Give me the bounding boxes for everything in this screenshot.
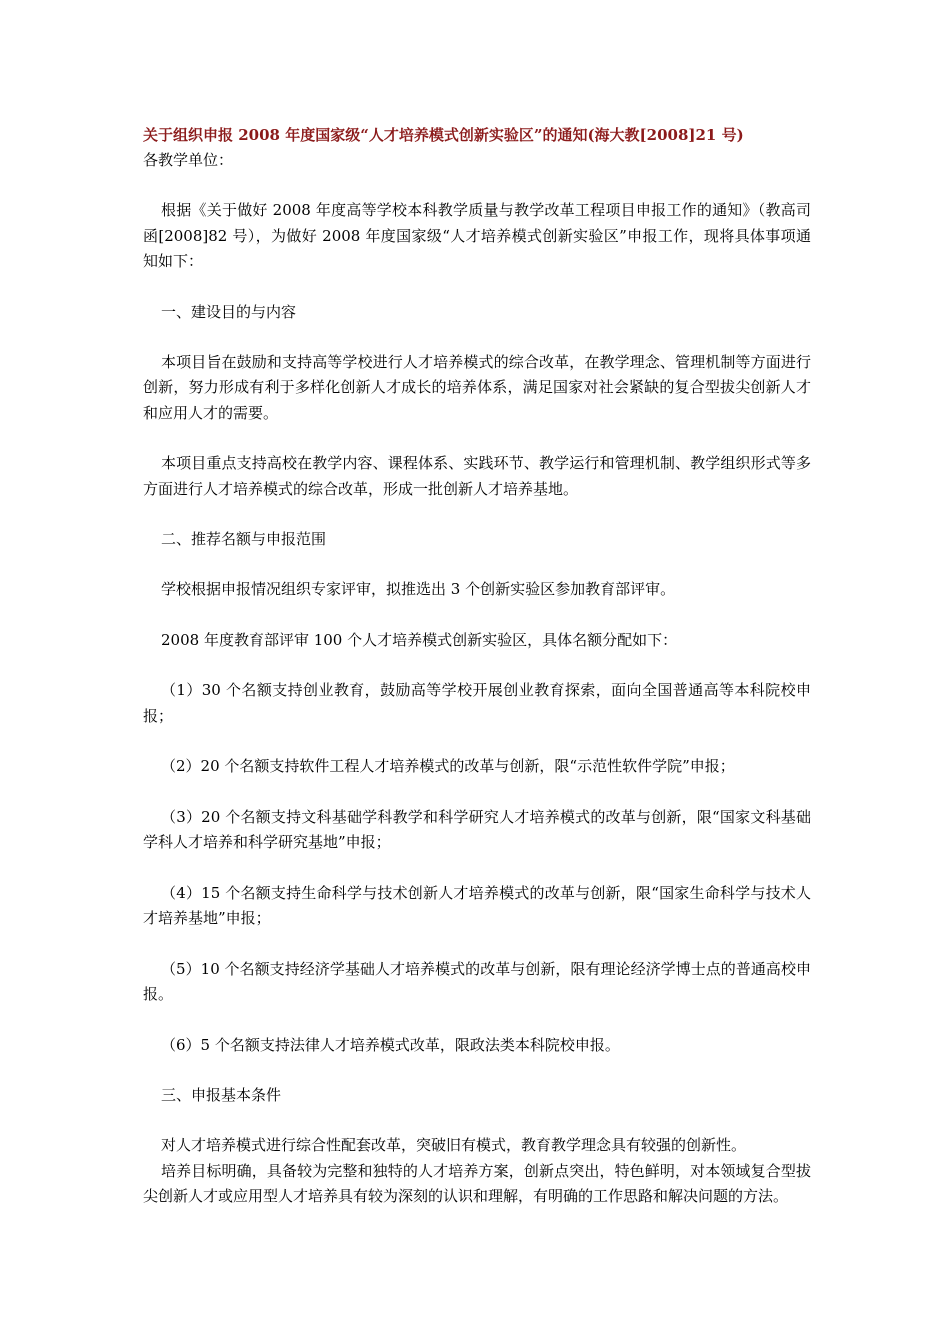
intro-paragraph: 根据《关于做好 2008 年度高等学校本科教学质量与教学改革工程项目申报工作的通知》（教高司函[2008]82 号），为做好 2008 年度国家级“人才培养模式创新实验区”申报工作，现将具体事项通知如下： — [143, 201, 811, 270]
section-heading-2: 二、推荐名额与申报范围 — [161, 530, 327, 548]
section3-paragraph-1: 对人才培养模式进行综合性配套改革，突破旧有模式，教育教学理念具有较强的创新性。 — [161, 1136, 747, 1154]
document-title: 关于组织申报 2008 年度国家级“人才培养模式创新实验区”的通知(海大教[2008]21 号) — [143, 126, 744, 144]
list-item-2: （2）20 个名额支持软件工程人才培养模式的改革与创新，限“示范性软件学院”申报； — [161, 757, 735, 775]
list-item-4: （4）15 个名额支持生命科学与技术创新人才培养模式的改革与创新，限“国家生命科学与技术人才培养基地”申报； — [143, 883, 811, 927]
list-item-5: （5）10 个名额支持经济学基础人才培养模式的改革与创新，限有理论经济学博士点的普通高校申报。 — [143, 959, 811, 1003]
section2-paragraph-1: 学校根据申报情况组织专家评审，拟推选出 3 个创新实验区参加教育部评审。 — [161, 580, 676, 598]
section1-paragraph-2: 本项目重点支持高校在教学内容、课程体系、实践环节、教学运行和管理机制、教学组织形式等多方面进行人才培养模式的综合改革，形成一批创新人才培养基地。 — [143, 454, 811, 498]
list-item-3: （3）20 个名额支持文科基础学科教学和科学研究人才培养模式的改革与创新，限“国家文科基础学科人才培养和科学研究基地”申报； — [143, 807, 811, 851]
section-heading-1: 一、建设目的与内容 — [161, 302, 297, 321]
section3-paragraph-2: 培养目标明确，具备较为完整和独特的人才培养方案，创新点突出，特色鲜明，对本领域复合型拔尖创新人才或应用型人才培养具有较为深刻的认识和理解，有明确的工作思路和解决问题的方法。 — [143, 1161, 811, 1205]
list-item-1: （1）30 个名额支持创业教育，鼓励高等学校开展创业教育探索，面向全国普通高等本科院校申报； — [143, 681, 811, 725]
section-heading-3: 三、申报基本条件 — [161, 1086, 282, 1104]
document-body — [143, 123, 811, 1210]
section2-paragraph-2: 2008 年度教育部评审 100 个人才培养模式创新实验区，具体名额分配如下： — [161, 630, 678, 649]
salutation: 各教学单位： — [143, 151, 234, 169]
section1-paragraph-1: 本项目旨在鼓励和支持高等学校进行人才培养模式的综合改革，在教学理念、管理机制等方面进行创新，努力形成有利于多样化创新人才成长的培养体系，满足国家对社会紧缺的复合型拔尖创新人才和应用人才的需要。 — [143, 352, 811, 422]
list-item-6: （6）5 个名额支持法律人才培养模式改革，限政法类本科院校申报。 — [161, 1035, 620, 1054]
